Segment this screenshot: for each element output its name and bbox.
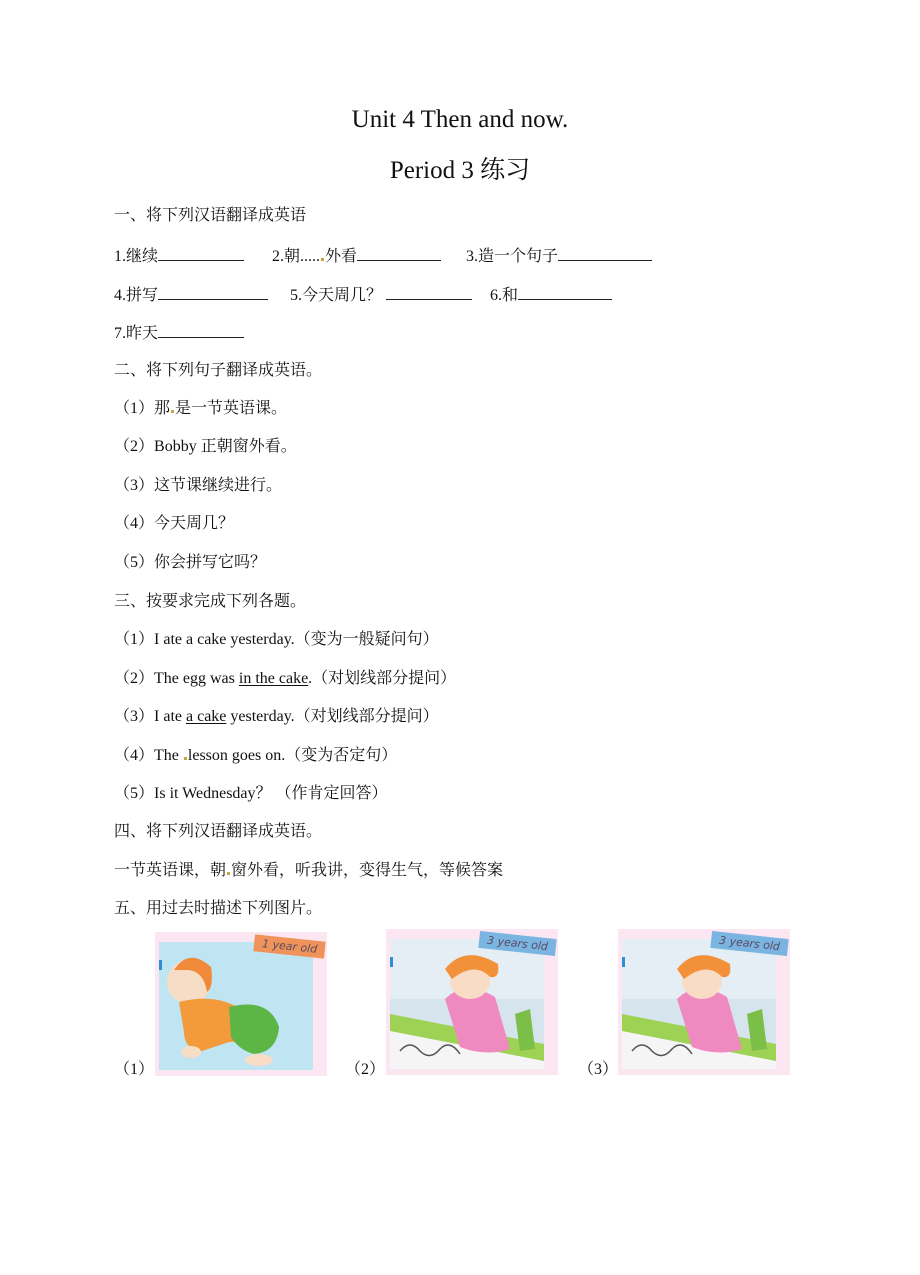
- section3-item-1: （1）I ate a cake yesterday.（变为一般疑问句）: [114, 631, 439, 648]
- child-drawing-illustration: [390, 939, 544, 1069]
- answer-blank-7[interactable]: [158, 322, 244, 338]
- section3-heading: 三、按要求完成下列各题。: [114, 593, 307, 610]
- item-3: 3.造一个句子: [466, 245, 652, 267]
- section4-heading: 四、将下列汉语翻译成英语。: [114, 823, 323, 840]
- section3-item-3: （3）I ate a cake yesterday.（对划线部分提问）: [114, 708, 439, 725]
- section4-phrases: 一节英语课，朝 窗外看，听我讲，变得生气，等候答案: [114, 862, 504, 879]
- item-7: 7.昨天: [114, 322, 244, 344]
- answer-blank-1[interactable]: [158, 245, 244, 261]
- item-5: 5.今天周几？: [290, 284, 472, 306]
- answer-blank-3[interactable]: [558, 245, 652, 261]
- picture-child-drawing-1: [386, 929, 558, 1075]
- page-title: Unit 4 Then and now.: [351, 106, 569, 133]
- baby-crawling-illustration: [159, 942, 313, 1070]
- page-subtitle: Period 3 练习: [389, 157, 531, 184]
- picture-child-drawing-2: [618, 929, 790, 1075]
- section2-item-5: （5）你会拼写它吗？: [114, 554, 267, 571]
- section2-item-4: （4）今天周几？: [114, 515, 235, 532]
- highlight-mark: [171, 410, 174, 413]
- item-1: 1.继续: [114, 248, 159, 265]
- age-tag: 1 year old: [253, 934, 326, 958]
- section3-item-5: （5）Is it Wednesday？ （作肯定回答）: [114, 785, 388, 802]
- answer-blank-2[interactable]: [357, 245, 441, 261]
- section5-heading: 五、用过去时描述下列图片。: [114, 900, 323, 917]
- section1-row1: [114, 245, 244, 267]
- section3-item-2: （2）The egg was in the cake.（对划线部分提问）: [114, 670, 457, 687]
- underlined-phrase: in the cake: [238, 670, 309, 687]
- age-tag: 3 years old: [478, 931, 556, 956]
- picture-label-2: （2）: [345, 1061, 386, 1078]
- highlight-mark: [227, 872, 230, 875]
- highlight-mark: [184, 757, 187, 760]
- child-drawing-illustration: [622, 939, 776, 1069]
- answer-blank-5[interactable]: [386, 284, 472, 300]
- section1-heading: 一、将下列汉语翻译成英语: [114, 207, 307, 224]
- section3-item-4: （4）The lesson goes on.（变为否定句）: [114, 747, 398, 764]
- answer-blank-6[interactable]: [518, 284, 612, 300]
- age-tag: 3 years old: [710, 931, 788, 956]
- item-4: 4.拼写: [114, 284, 268, 306]
- item-6: 6.和: [490, 284, 612, 306]
- section2-heading: 二、将下列句子翻译成英语。: [114, 362, 323, 379]
- picture-label-1: （1）: [114, 1061, 155, 1078]
- section2-item-2: （2）Bobby 正朝窗外看。: [114, 438, 297, 455]
- picture-baby-crawling: [155, 932, 327, 1076]
- section2-item-1: （1）那 是一节英语课。: [114, 400, 288, 417]
- section2-item-3: （3）这节课继续进行。: [114, 477, 283, 494]
- item-2: 2.朝..... 外看: [272, 245, 441, 267]
- highlight-mark: [321, 258, 324, 261]
- picture-label-3: （3）: [578, 1061, 619, 1078]
- answer-blank-4[interactable]: [158, 284, 268, 300]
- underlined-phrase: a cake: [186, 708, 227, 725]
